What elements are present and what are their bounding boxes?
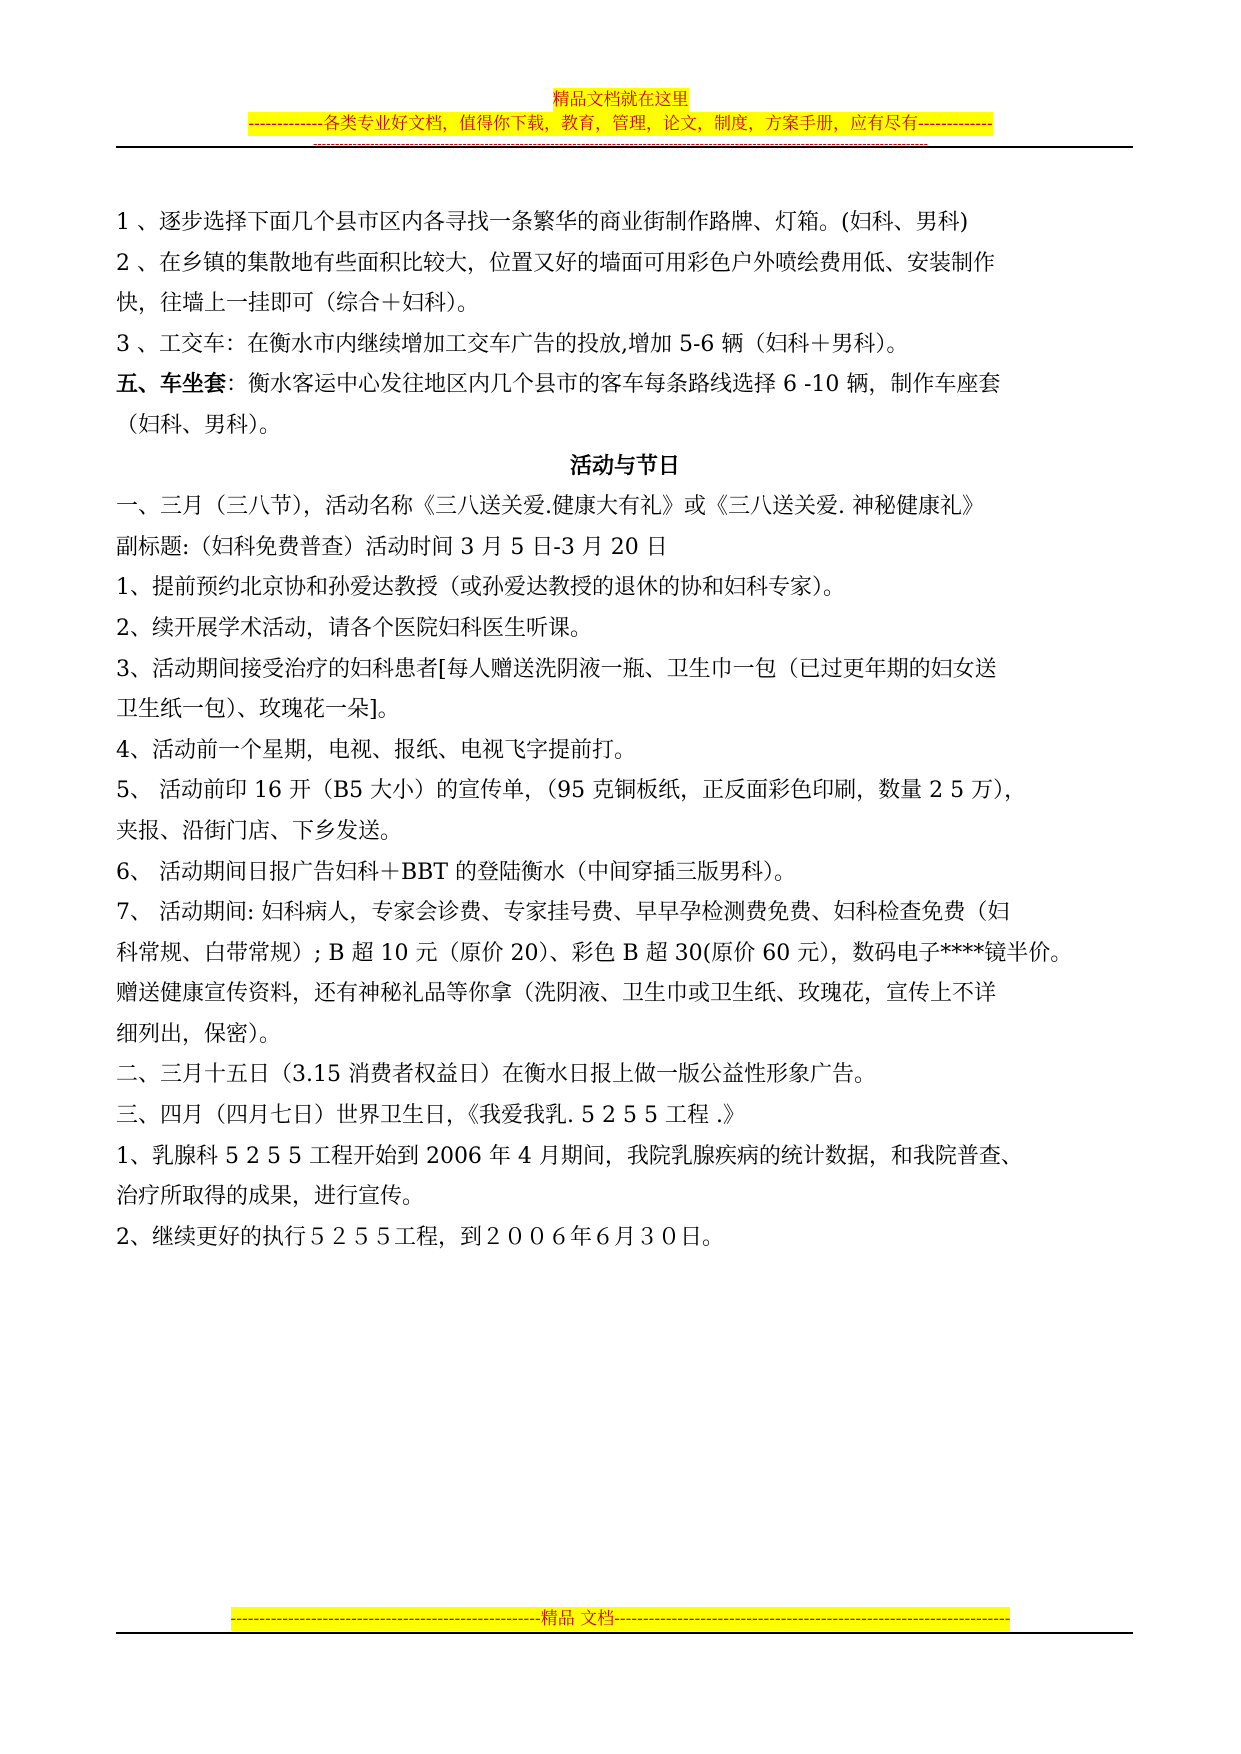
page-footer	[0, 1607, 1241, 1631]
paragraph: 赠送健康宣传资料，还有神秘礼品等你拿（洗阴液、卫生巾或卫生纸、玫瑰花，宣传上不详	[116, 981, 997, 1007]
paragraph: 治疗所取得的成果，进行宣传。	[116, 1184, 425, 1210]
paragraph: 3 、工交车：在衡水市内继续增加工交车广告的投放,增加 5-6 辆（妇科＋男科）。	[116, 331, 909, 357]
header-rule	[116, 146, 1133, 148]
header-title: 精品文档就在这里	[552, 90, 689, 110]
header-tagline: -------------各类专业好文档，值得你下载，教育，管理，论文，制度，方案手册，应有尽有-------------	[248, 114, 993, 134]
paragraph: 夹报、沿街门店、下乡发送。	[116, 818, 403, 844]
footer-rule	[116, 1632, 1133, 1634]
paragraph: 6、 活动期间日报广告妇科＋BBT 的登陆衡水（中间穿插三版男科）。	[116, 859, 796, 885]
paragraph: 3、活动期间接受治疗的妇科患者[每人赠送洗阴液一瓶、卫生巾一包（已过更年期的妇女送	[116, 656, 997, 682]
paragraph: 2、继续更好的执行５２５５工程，到２００６年６月３０日。	[116, 1224, 724, 1250]
page-header	[0, 88, 1241, 154]
paragraph: 快，往墙上一挂即可（综合＋妇科）。	[116, 291, 480, 317]
paragraph: 一、三月（三八节），活动名称《三八送关爱.健康大有礼》或《三八送关爱. 神秘健康礼》	[116, 494, 984, 520]
paragraph: 细列出，保密）。	[116, 1021, 282, 1047]
paragraph	[116, 365, 1134, 406]
footer-text: ------------------------------------------------------精品 文档---------------------------------------------------------------------	[230, 1609, 1011, 1629]
section-title: 活动与节日	[569, 453, 680, 479]
paragraph: 7、 活动期间: 妇科病人，专家会诊费、专家挂号费、早早孕检测费免费、妇科检查免费（妇	[116, 900, 1010, 926]
paragraph: 副标题:（妇科免费普查）活动时间 3 月 5 日-3 月 20 日	[116, 534, 668, 560]
paragraph: 5、 活动前印 16 开（B5 大小）的宣传单，（95 克铜板纸，正反面彩色印刷，数量 2 5 万），	[116, 778, 1027, 804]
paragraph: 卫生纸一包）、玫瑰花一朵]。	[116, 697, 400, 723]
header-dash-line: --------------------------------------------------------------------------------------------------------------------------------------------	[313, 137, 928, 152]
paragraph: 科常规、白带常规）; B 超 10 元（原价 20）、彩色 B 超 30(原价 60 元），数码电子****镜半价。	[116, 940, 1073, 966]
paragraph: 三、四月（四月七日）世界卫生日，《我爱我乳. 5 2 5 5 工程 .》	[116, 1103, 745, 1129]
paragraph-text: ：衡水客运中心发往地区内几个县市的客车每条路线选择 6 -10 辆，制作车座套	[226, 372, 1001, 398]
section-heading-inline: 五、车坐套	[116, 372, 227, 398]
paragraph: 二、三月十五日（3.15 消费者权益日）在衡水日报上做一版公益性形象广告。	[116, 1062, 876, 1088]
paragraph: 2、续开展学术活动，请各个医院妇科医生听课。	[116, 615, 592, 641]
document-body	[116, 203, 1134, 1258]
paragraph: 1 、逐步选择下面几个县市区内各寻找一条繁华的商业街制作路牌、灯箱。(妇科、男科)	[116, 210, 969, 235]
paragraph: 1、提前预约北京协和孙爱达教授（或孙爱达教授的退休的协和妇科专家）。	[116, 575, 845, 601]
paragraph: （妇科、男科）。	[116, 412, 282, 438]
paragraph: 2 、在乡镇的集散地有些面积比较大，位置又好的墙面可用彩色户外喷绘费用低、安装制作	[116, 250, 995, 276]
paragraph: 1、乳腺科 5 2 5 5 工程开始到 2006 年 4 月期间，我院乳腺疾病的统计数据，和我院普查、	[116, 1143, 1023, 1169]
paragraph: 4、活动前一个星期，电视、报纸、电视飞字提前打。	[116, 737, 636, 763]
